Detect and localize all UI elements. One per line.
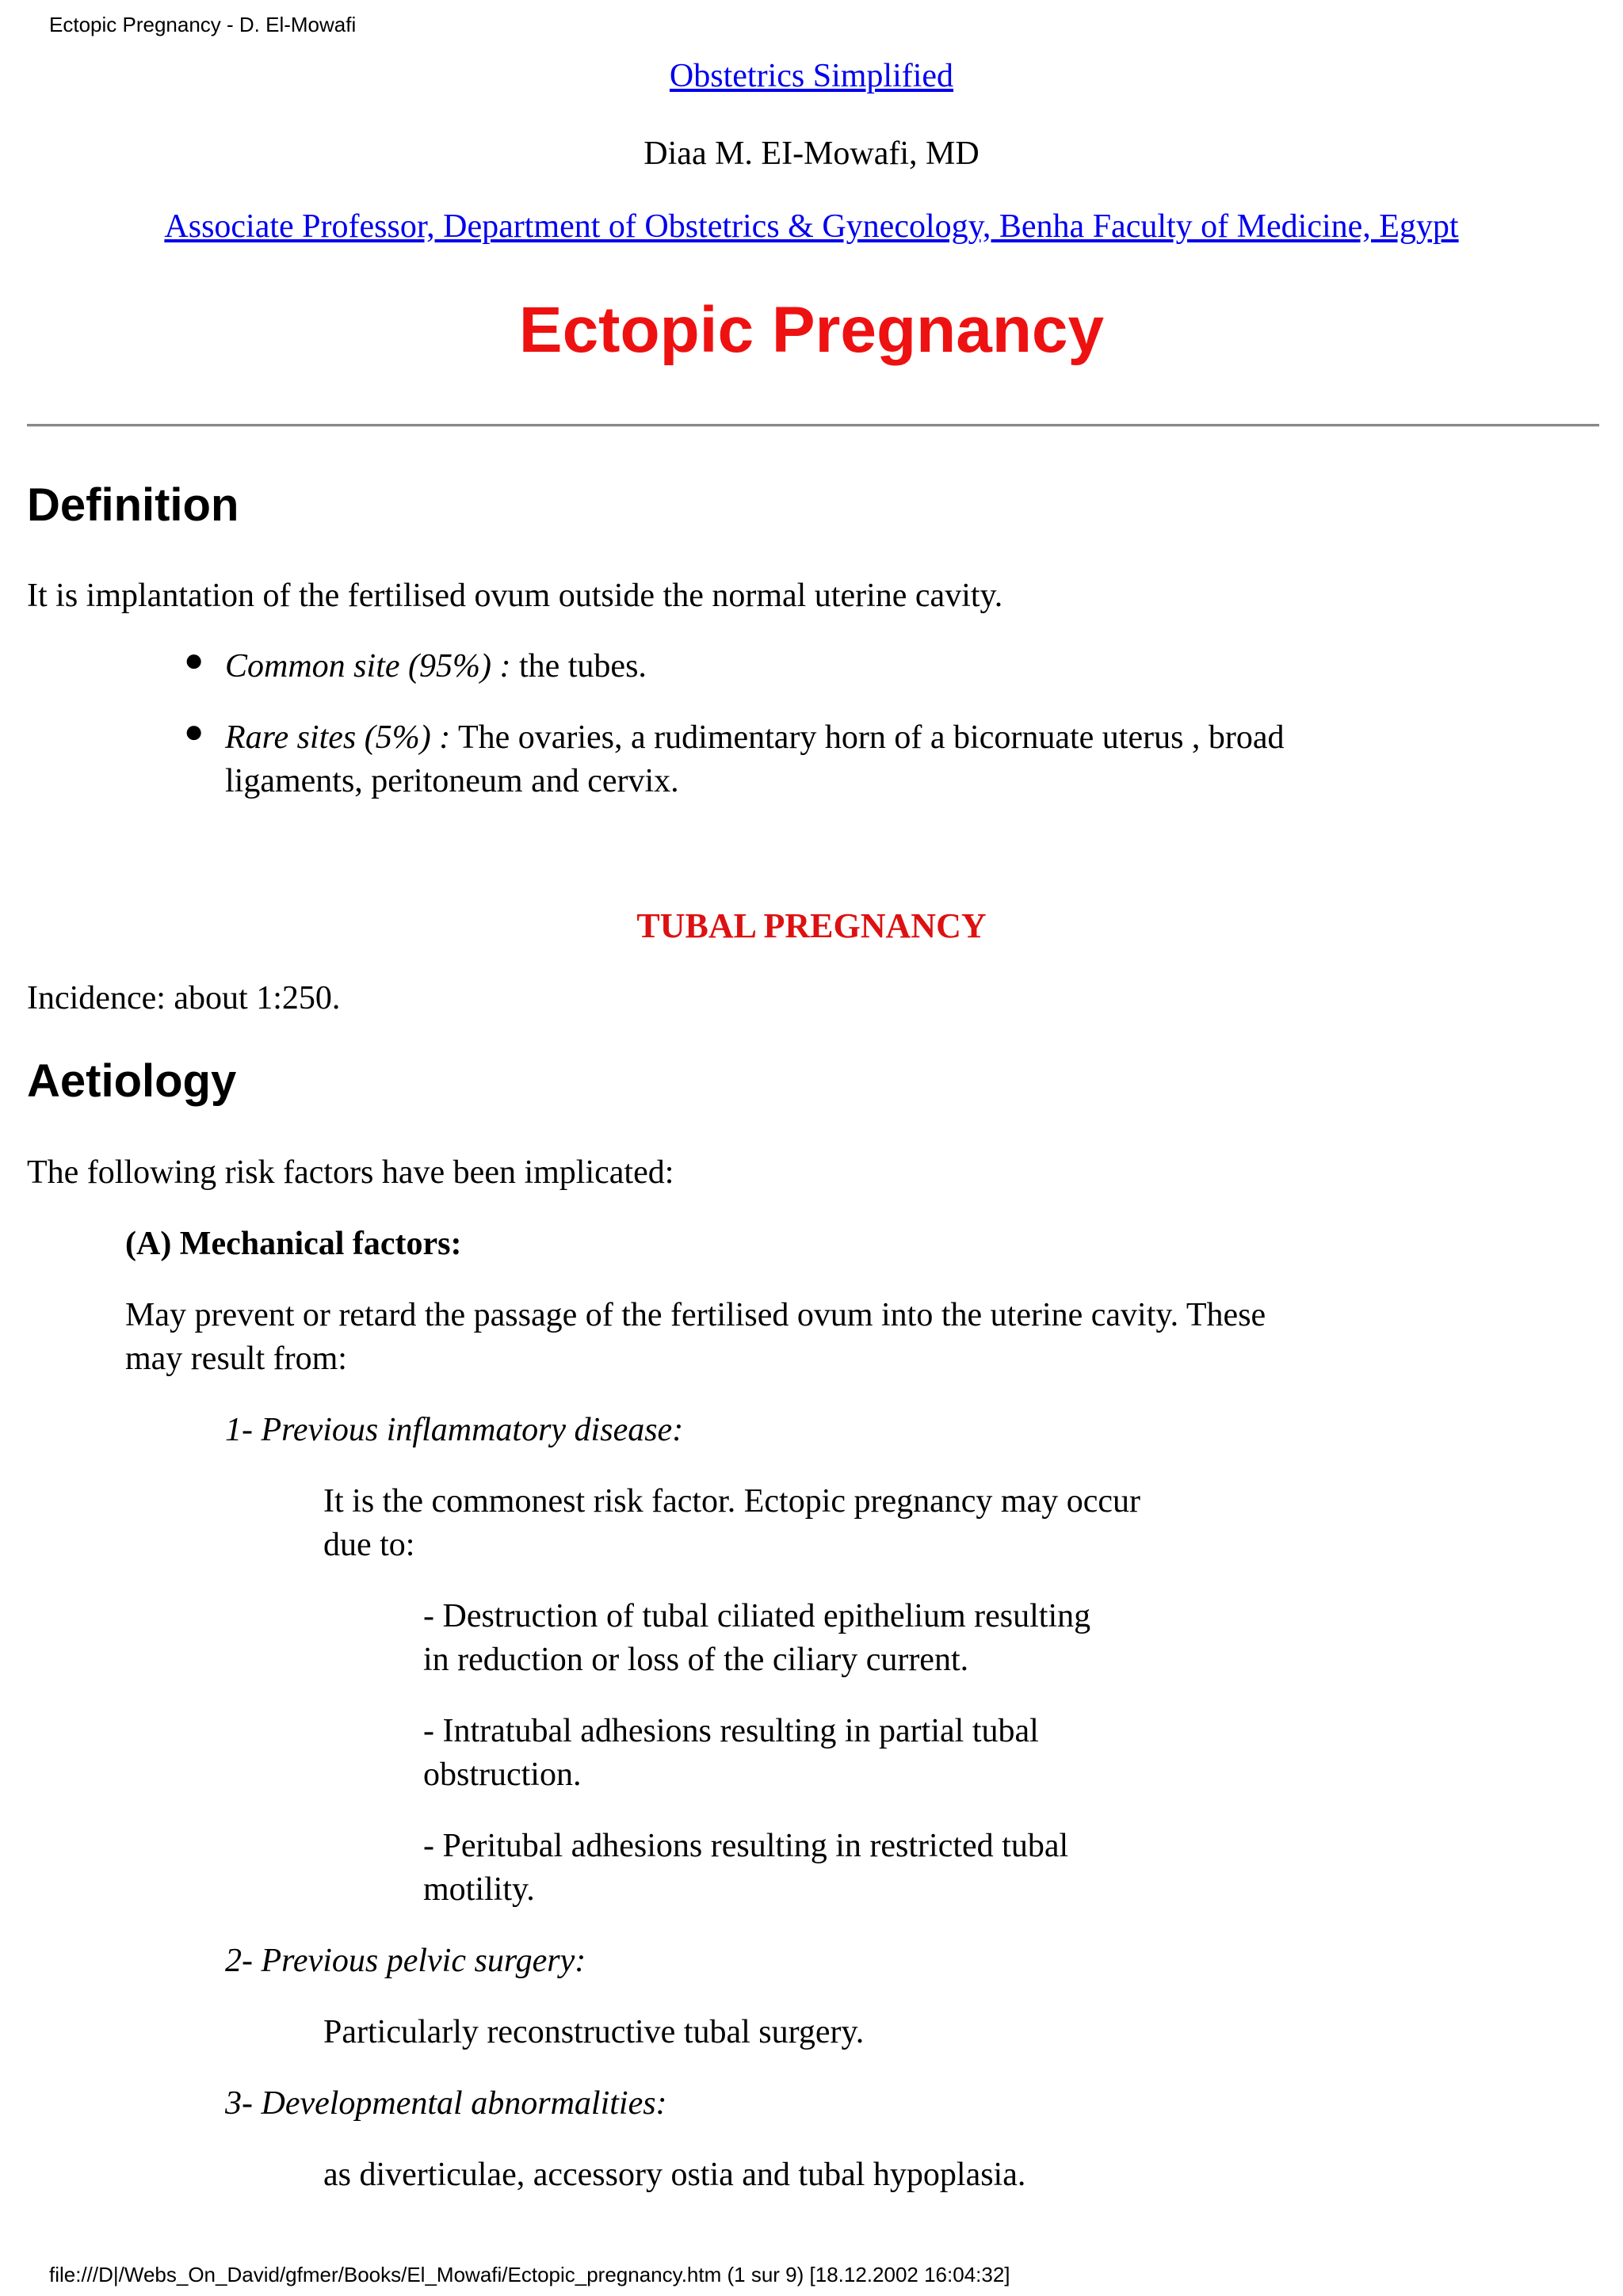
mechanical-heading: (A) Mechanical factors:	[125, 1226, 462, 1262]
item1-sub-point-continued: obstruction.	[423, 1756, 582, 1793]
footer-path: file:///D|/Webs_On_David/gfmer/Books/El_Mowafi/Ectopic_pregnancy.htm (1 sur 9) [18.12.2002 16:04:32]	[49, 2263, 1010, 2286]
author-name: Diaa M. EI-Mowafi, MD	[643, 135, 980, 172]
list-item	[225, 644, 647, 688]
item2-heading: 2- Previous pelvic surgery:	[225, 1943, 586, 1979]
book-link-row	[0, 54, 1623, 98]
bullet-icon: ●	[184, 714, 204, 750]
item1-sub-point: - Peritubal adhesions resulting in restricted tubal	[423, 1828, 1069, 1864]
bullet-icon: ●	[184, 643, 204, 679]
affiliation-link[interactable]: Associate Professor, Department of Obstetrics & Gynecology, Benha Faculty of Medicine, Egypt	[164, 208, 1459, 245]
item1-sub-point: - Intratubal adhesions resulting in partial tubal	[423, 1713, 1039, 1749]
item1-sub-point-continued: in reduction or loss of the ciliary current.	[423, 1642, 969, 1678]
bullet-text-continued: ligaments, peritoneum and cervix.	[225, 763, 679, 799]
running-header: Ectopic Pregnancy - D. El-Mowafi	[49, 13, 357, 36]
item3-text: as diverticulae, accessory ostia and tubal hypoplasia.	[323, 2157, 1026, 2193]
aetiology-intro: The following risk factors have been implicated:	[27, 1154, 674, 1191]
bullet-text: The ovaries, a rudimentary horn of a bicornuate uterus , broad	[450, 719, 1285, 756]
mechanical-text: May prevent or retard the passage of the fertilised ovum into the uterine cavity. These	[125, 1297, 1266, 1333]
mechanical-text-continued: may result from:	[125, 1341, 347, 1377]
item1-sub-point: - Destruction of tubal ciliated epithelium resulting	[423, 1598, 1091, 1634]
item3-heading: 3- Developmental abnormalities:	[225, 2085, 667, 2122]
bullet-label: Rare sites (5%) :	[225, 719, 451, 756]
list-item	[225, 715, 1285, 760]
affiliation-row	[0, 204, 1623, 249]
item1-text-continued: due to:	[323, 1527, 415, 1563]
incidence-text: Incidence: about 1:250.	[27, 980, 341, 1016]
item2-text: Particularly reconstructive tubal surgery.	[323, 2014, 865, 2050]
definition-text: It is implantation of the fertilised ovum outside the normal uterine cavity.	[27, 578, 1003, 614]
definition-heading: Definition	[27, 479, 239, 531]
item1-text: It is the commonest risk factor. Ectopic pregnancy may occur	[323, 1483, 1140, 1520]
book-link[interactable]: Obstetrics Simplified	[669, 58, 954, 94]
horizontal-rule	[27, 424, 1599, 427]
item1-heading: 1- Previous inflammatory disease:	[225, 1412, 684, 1448]
bullet-text: the tubes.	[510, 648, 647, 685]
bullet-label: Common site (95%) :	[225, 648, 511, 685]
tubal-pregnancy-heading: TUBAL PREGNANCY	[636, 906, 987, 945]
aetiology-heading: Aetiology	[27, 1055, 237, 1107]
page-title: Ectopic Pregnancy	[518, 294, 1105, 366]
item1-sub-point-continued: motility.	[423, 1871, 535, 1908]
